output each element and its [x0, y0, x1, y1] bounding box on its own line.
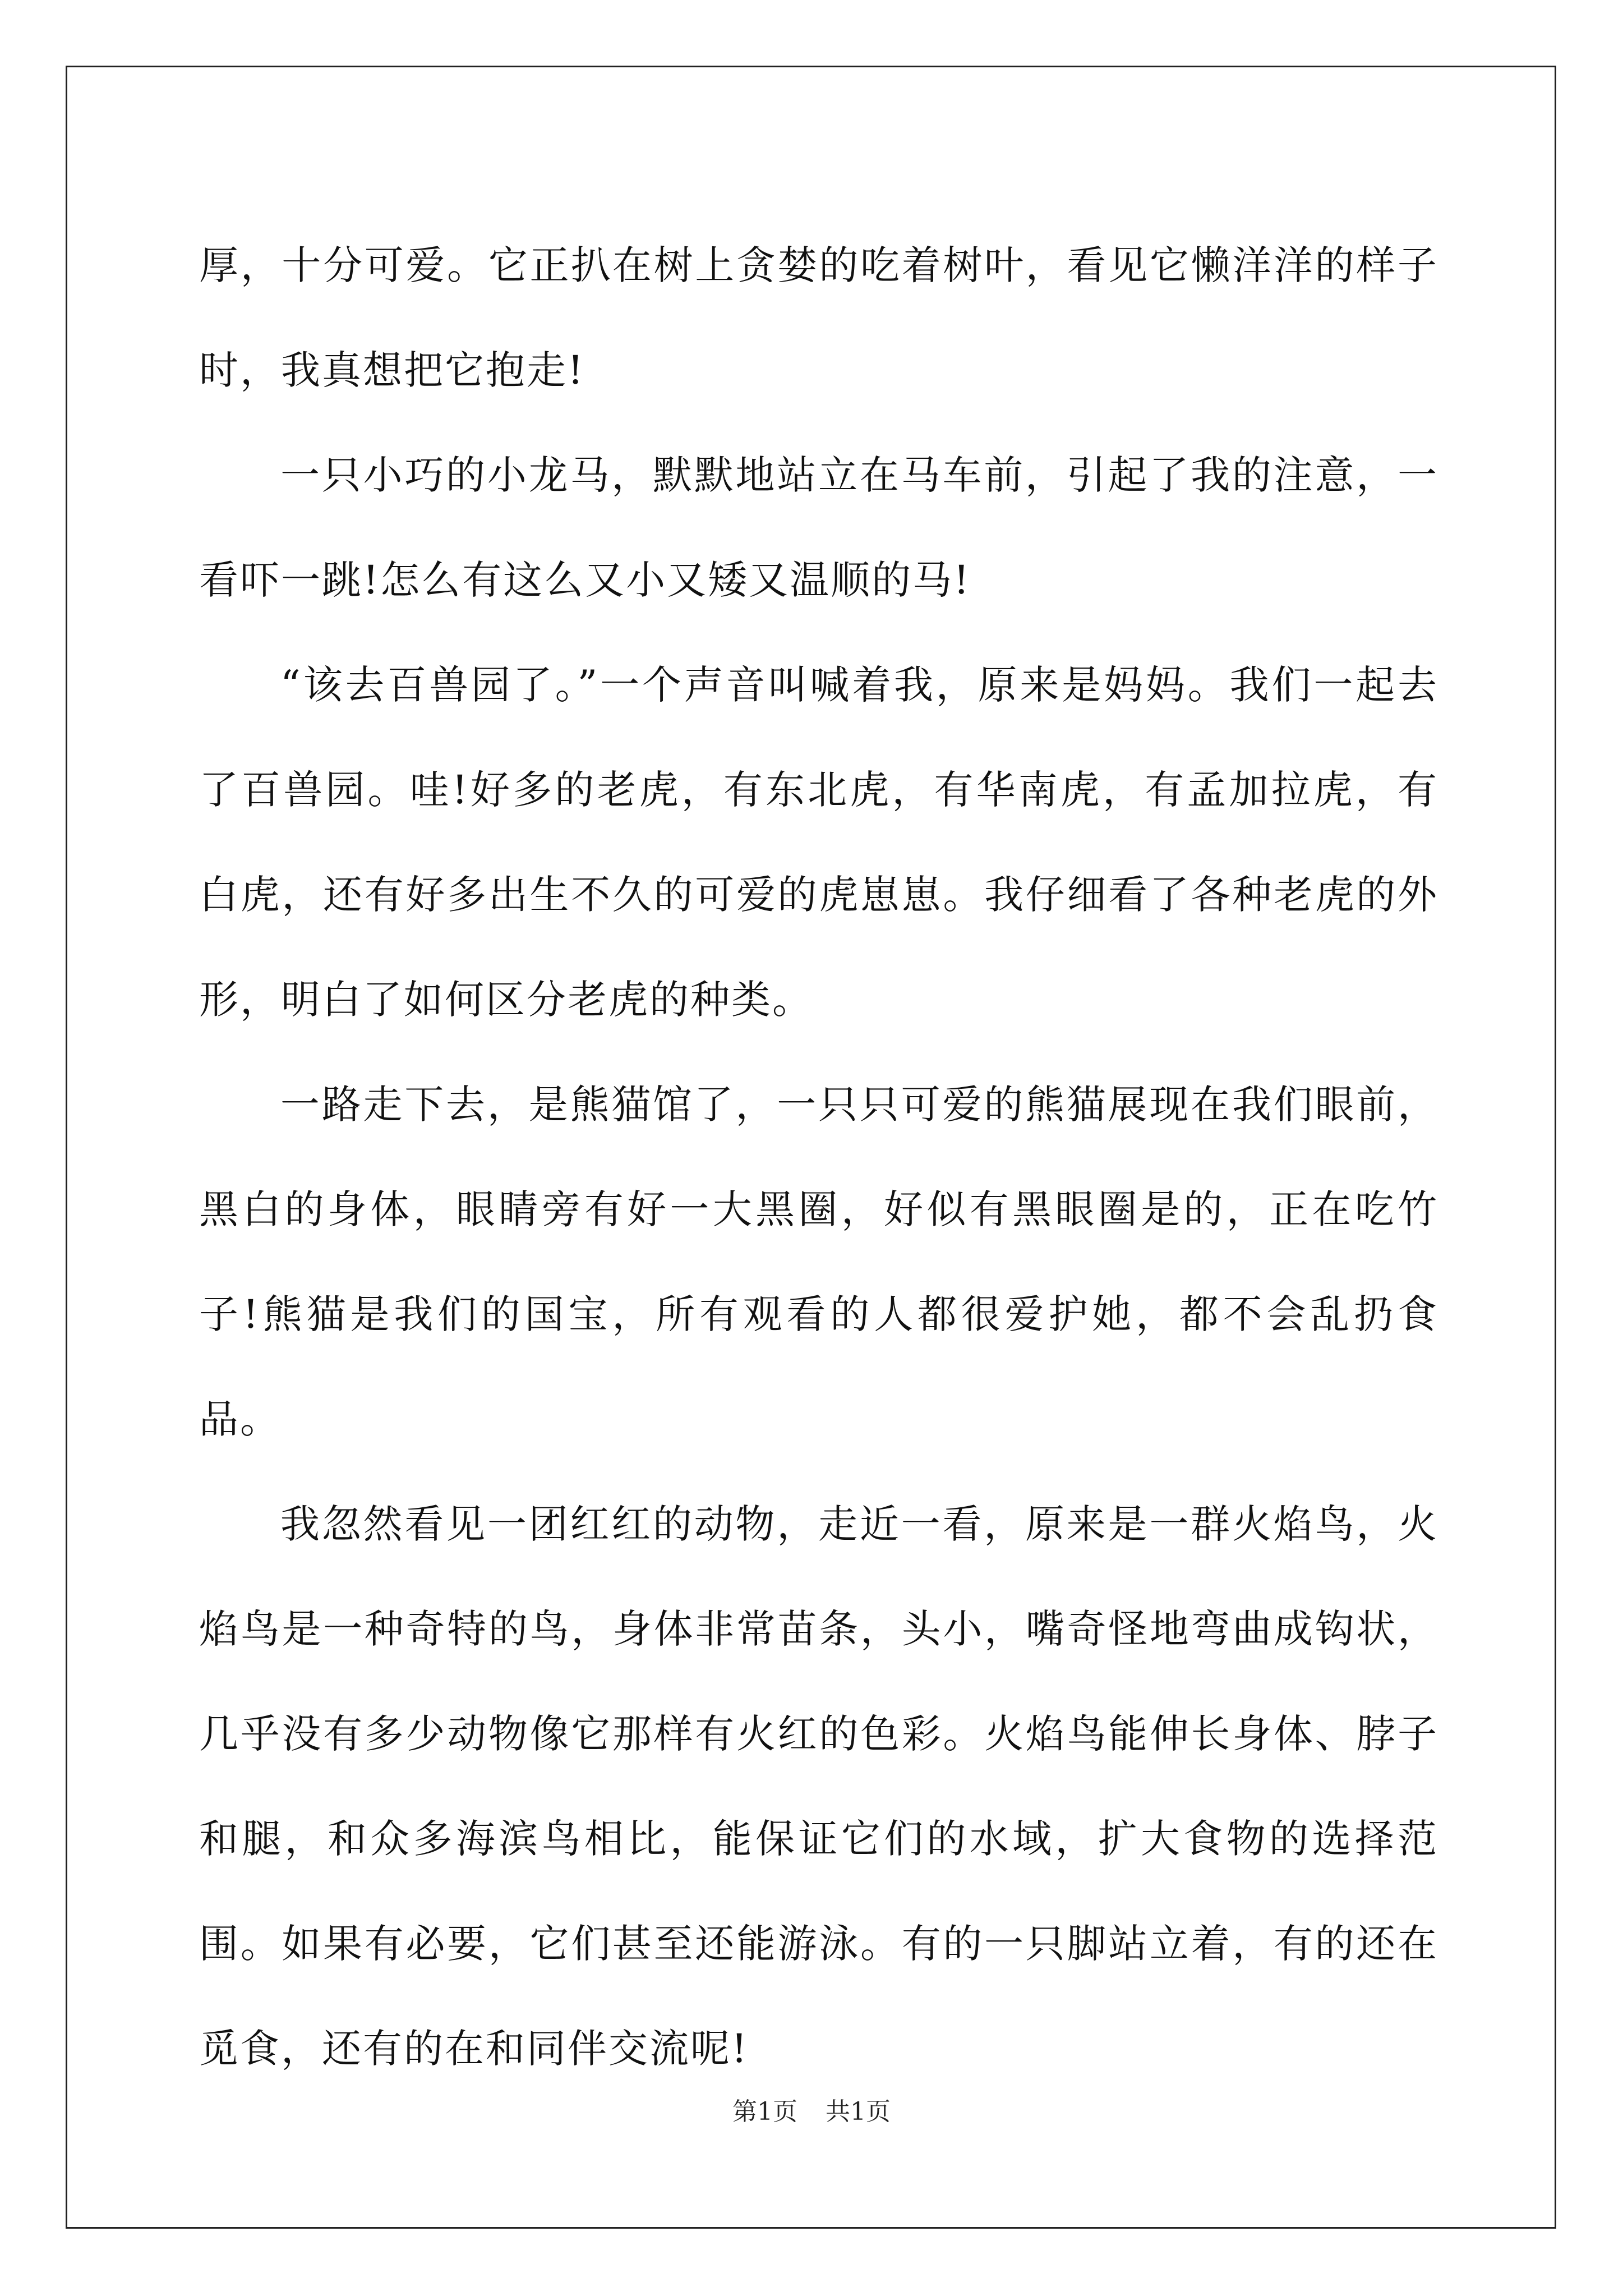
page-footer — [0, 2095, 1623, 2129]
page-number-total: 共1页 — [826, 2097, 891, 2126]
paragraph-4: 一路走下去，是熊猫馆了，一只只可爱的熊猫展现在我们眼前，黑白的身体，眼睛旁有好一大黑圈，好似有黑眼圈是的，正在吃竹子!熊猫是我们的国宝，所有观看的人都很爱护她，都不会乱扔食品。 — [199, 1082, 1438, 1442]
paragraph-1: 厚，十分可爱。它正扒在树上贪婪的吃着树叶，看见它懒洋洋的样子时，我真想把它抱走! — [199, 242, 1438, 393]
paragraph-5: 我忽然看见一团红红的动物，走近一看，原来是一群火焰鸟，火焰鸟是一种奇特的鸟，身体非常苗条，头小，嘴奇怪地弯曲成钩状，几乎没有多少动物像它那样有火红的色彩。火焰鸟能伸长身体、脖子和腿，和众多海滨鸟相比，能保证它们的水域，扩大食物的选择范围。如果有必要，它们甚至还能游泳。有的一只脚站立着，有的还在觅食，还有的在和同伴交流呢! — [199, 1501, 1438, 2072]
paragraph-3: “该去百兽园了。”一个声音叫喊着我，原来是妈妈。我们一起去了百兽园。哇!好多的老虎，有东北虎，有华南虎，有孟加拉虎，有白虎，还有好多出生不久的可爱的虎崽崽。我仔细看了各种老虎的外形，明白了如何区分老虎的种类。 — [199, 662, 1438, 1023]
page-number-current: 第1页 — [732, 2097, 797, 2126]
paragraph-2: 一只小巧的小龙马，默默地站立在马车前，引起了我的注意，一看吓一跳!怎么有这么又小又矮又温顺的马! — [199, 452, 1438, 603]
document-body — [199, 213, 1438, 2101]
